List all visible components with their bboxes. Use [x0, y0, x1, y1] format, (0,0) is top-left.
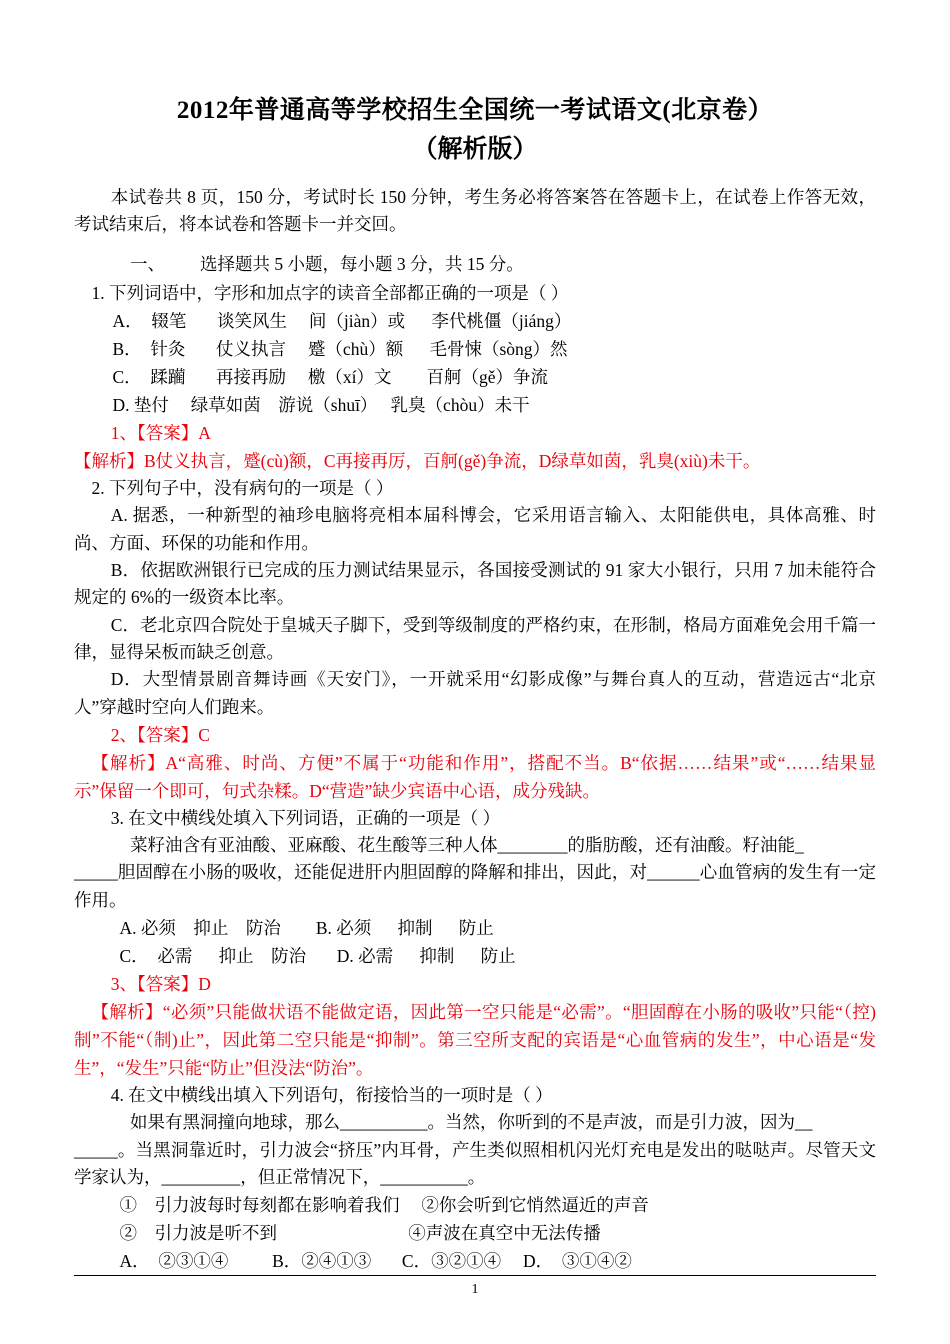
question-4-item-1: ① 引力波每时每刻都在影响着我们 ②你会听到它悄然逼近的声音: [119, 1195, 649, 1216]
question-2-option-b: B．依据欧洲银行已完成的压力测试结果显示，各国接受测试的 91 家大小银行，只用 7 加未能符合规定的 6%的一级资本比率。: [74, 560, 876, 608]
question-1-option-a: A． 辍笔 谈笑风生 间（jiàn）或 李代桃僵（jiáng）: [112, 311, 572, 332]
question-1-answer-value: A: [198, 423, 211, 444]
question-2-analysis: 【解析】A“高雅、时尚、方便”不属于“功能和作用”，搭配不当。B“依据……结果”或“……结果显示”保留一个即可，句式杂糅。D“营造”缺少宾语中心语，成分残缺。: [74, 752, 876, 801]
question-3-body-line2: _____胆固醇在小肠的吸收，还能促进肝内胆固醇的降解和排出，因此，对______心血管病的发生有一定作用。: [74, 862, 876, 910]
question-3-analysis: 【解析】“必须”只能做状语不能做定语，因此第一空只能是“必需”。“胆固醇在小肠的吸收”只能“（控)制”不能“（制)止”，因此第二空只能是“抑制”。第三空所支配的宾语是“心血管病的发生”，中心语是“发生”，“发生”只能“防止”但没法“防治”。: [74, 1002, 876, 1078]
question-3-option-cd: C． 必需 抑止 防治 D. 必需 抑制 防止: [119, 946, 516, 966]
question-3-answer-value: D: [198, 974, 211, 994]
question-2-answer-value: C: [198, 724, 210, 745]
question-3-answer: [74, 970, 876, 998]
question-4-body-line2: _____。当黑洞靠近时，引力波会“挤压”内耳骨，产生类似照相机闪光灯充电是发出的哒哒声。尽管天文学家认为，_________，但正常情况下，__________。: [74, 1139, 876, 1187]
page-title: 2012年普通高等学校招生全国统一考试语文(北京卷）: [176, 97, 774, 124]
footer-divider: [74, 1275, 876, 1276]
question-3-body-line1: 菜籽油含有亚油酸、亚麻酸、花生酸等三种人体________的脂肪酸，还有油酸。籽油能_: [130, 835, 804, 856]
question-2-answer: [74, 721, 876, 749]
question-2-answer-label: 2、【答案】: [110, 724, 199, 745]
section-one-heading: 一、 选择题共 5 小题，每小题 3 分，共 15 分。: [130, 254, 524, 275]
page-number: 1: [471, 1282, 479, 1297]
question-3-answer-label: 3、【答案】: [110, 974, 199, 994]
question-4-stem: 4. 在文中横线出填入下列语句，衔接恰当的一项时是（ ）: [110, 1085, 553, 1105]
question-1-option-d: D. 垫付 绿草如茵 游说（shuī） 乳臭（chòu）未干: [112, 395, 530, 416]
question-2-option-a: A. 据悉，一种新型的袖珍电脑将亮相本届科博会，它采用语言输入、太阳能供电，具体高雅、时尚、方面、环保的功能和作用。: [74, 505, 876, 553]
question-1-option-b: B． 针灸 仗义执言 蹙（chù）额 毛骨悚（sòng）然: [112, 339, 568, 360]
question-1-analysis: 【解析】B仗义执言，蹙(cù)额，C再接再厉，百舸(gě)争流，D绿草如茵，乳臭(xiù)未干。: [74, 451, 761, 472]
question-2-option-d: D．大型情景剧音舞诗画《天安门》，一开就采用“幻影成像”与舞台真人的互动，营造远古“北京人”穿越时空向人们跑来。: [74, 669, 876, 717]
question-1-answer: [74, 419, 876, 447]
page-footer: [74, 1275, 876, 1298]
question-1-stem: 1. 下列词语中，字形和加点字的读音全部都正确的一项是（ ）: [91, 282, 569, 303]
question-3-stem: 3. 在文中横线处填入下列词语，正确的一项是（ ）: [110, 807, 501, 828]
question-4-choices: A． ②③①④ B．②④①③ C．③②①④ D． ③①④②: [119, 1251, 632, 1272]
question-4-item-2: ② 引力波是听不到 ④声波在真空中无法传播: [119, 1223, 601, 1244]
question-4-body-line1: 如果有黑洞撞向地球，那么__________。当然，你听到的不是声波，而是引力波，因为__: [130, 1112, 813, 1133]
question-2-option-c: C．老北京四合院处于皇城天子脚下，受到等级制度的严格约束，在形制，格局方面难免会用千篇一律，显得呆板而缺乏创意。: [74, 614, 876, 662]
question-3-option-ab: A. 必须 抑止 防治 B. 必须 抑制 防止: [119, 918, 494, 938]
question-1-option-c: C． 蹂躏 再接再励 檄（xí）文 百舸（gě）争流: [112, 367, 549, 388]
exam-intro: 本试卷共 8 页，150 分，考试时长 150 分钟，考生务必将答案答在答题卡上，在试卷上作答无效，考试结束后，将本试卷和答题卡一并交回。: [74, 186, 876, 234]
question-2-stem: 2. 下列句子中，没有病句的一项是（ ）: [91, 478, 394, 499]
page-subtitle: （解析版）: [412, 135, 538, 163]
question-1-answer-label: 1、【答案】: [110, 423, 199, 444]
